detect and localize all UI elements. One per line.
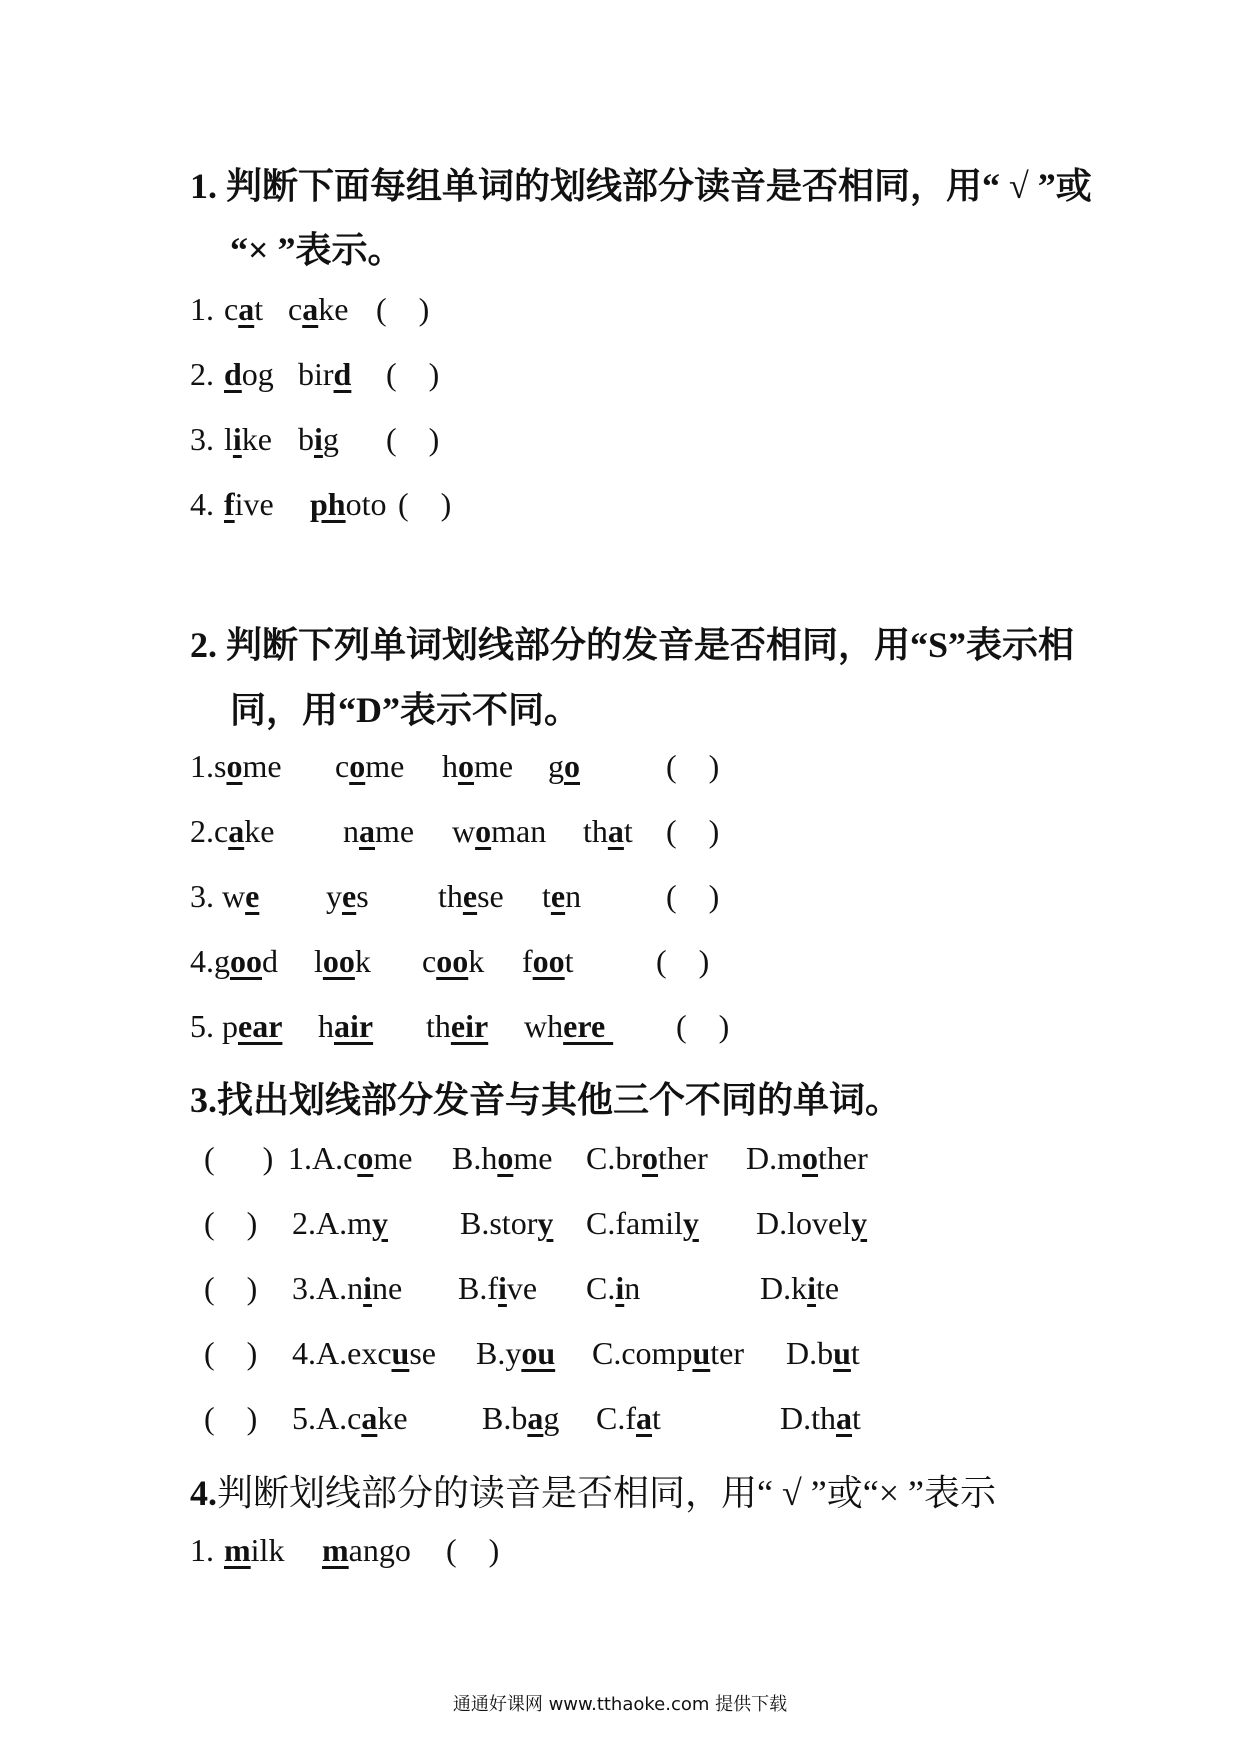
word: pear [222, 1008, 283, 1044]
answer-blank[interactable]: ( ) [386, 356, 440, 392]
option-c: C.family [586, 1205, 699, 1241]
answer-blank[interactable]: ( ) [666, 748, 720, 784]
item-number: 1. [288, 1140, 312, 1176]
word: name [343, 813, 415, 849]
item-number: 1. [190, 291, 214, 327]
word: home [442, 748, 514, 784]
item-number: 4. [190, 943, 214, 979]
word: cook [422, 943, 485, 979]
word: we [222, 878, 260, 914]
option-b: B.story [460, 1205, 554, 1241]
footer-credit: 通通好课网 www.tthaoke.com 提供下载 [452, 1694, 788, 1715]
option-d: D.kite [760, 1270, 840, 1306]
word: mango [322, 1532, 411, 1568]
word: look [314, 943, 371, 979]
answer-blank[interactable]: ( ) [398, 486, 452, 522]
option-a: A.excuse [316, 1335, 436, 1371]
word: cat [224, 291, 264, 327]
word: good [214, 943, 278, 979]
answer-blank[interactable]: ( ) [656, 943, 710, 979]
section-1-heading-cont: “× ”表示。 [230, 230, 404, 270]
word: where [524, 1008, 614, 1044]
word: hair [318, 1008, 374, 1044]
section-1-heading: 1. 判断下面每组单词的划线部分读音是否相同，用“ √ ”或 [190, 166, 1092, 206]
word: photo [310, 486, 387, 522]
section-4-heading: 4.判断划线部分的读音是否相同，用“ √ ”或“× ”表示 [190, 1473, 996, 1513]
word: ten [542, 878, 582, 914]
item-number: 2. [190, 813, 214, 849]
word: dog [224, 356, 274, 392]
item-number: 3. [190, 421, 214, 457]
item-number: 1. [190, 1532, 214, 1568]
word: these [438, 878, 504, 914]
word: like [224, 421, 272, 457]
word: go [548, 748, 580, 784]
item-number: 4. [292, 1335, 316, 1371]
word: cake [288, 291, 349, 327]
option-a: A.my [316, 1205, 388, 1241]
option-c: C.in [586, 1270, 641, 1306]
word: woman [452, 813, 547, 849]
option-c: C.fat [596, 1400, 661, 1436]
word: cake [214, 813, 275, 849]
option-c: C.brother [586, 1140, 708, 1176]
answer-blank[interactable]: ( ) [204, 1270, 258, 1306]
answer-blank[interactable]: ( ) [676, 1008, 730, 1044]
item-number: 4. [190, 486, 214, 522]
item-number: 5. [190, 1008, 222, 1044]
answer-blank[interactable]: ( ) [386, 421, 440, 457]
section-2-heading-cont: 同，用“D”表示不同。 [230, 690, 580, 730]
word: their [426, 1008, 489, 1044]
item-number: 2. [292, 1205, 316, 1241]
word: that [583, 813, 633, 849]
answer-blank[interactable]: ( ) [666, 813, 720, 849]
word: come [335, 748, 405, 784]
option-b: B.bag [482, 1400, 560, 1436]
answer-blank[interactable]: ( ) [666, 878, 720, 914]
item-number: 5. [292, 1400, 316, 1436]
answer-blank[interactable]: ( ) [204, 1335, 258, 1371]
option-d: D.lovely [756, 1205, 868, 1241]
section-2-heading: 2. 判断下列单词划线部分的发音是否相同，用“S”表示相 [190, 625, 1075, 665]
option-b: B.home [452, 1140, 553, 1176]
word: yes [326, 878, 369, 914]
option-d: D.mother [746, 1140, 868, 1176]
item-number: 3. [190, 878, 222, 914]
option-b: B.five [458, 1270, 538, 1306]
option-a: A.cake [316, 1400, 408, 1436]
answer-blank[interactable]: ( ) [376, 291, 430, 327]
item-number: 1. [190, 748, 214, 784]
option-b: B.you [476, 1335, 556, 1371]
word: bird [298, 356, 352, 392]
answer-blank[interactable]: ( ) [204, 1205, 258, 1241]
word: milk [224, 1532, 285, 1568]
word: foot [522, 943, 574, 979]
option-d: D.that [780, 1400, 861, 1436]
option-d: D.but [786, 1335, 860, 1371]
option-a: A.come [312, 1140, 413, 1176]
option-c: C.computer [592, 1335, 744, 1371]
word: some [214, 748, 282, 784]
item-number: 2. [190, 356, 214, 392]
answer-blank[interactable]: ( ) [204, 1140, 274, 1176]
section-3-heading: 3.找出划线部分发音与其他三个不同的单词。 [190, 1080, 902, 1120]
option-a: A.nine [316, 1270, 403, 1306]
answer-blank[interactable]: ( ) [204, 1400, 258, 1436]
answer-blank[interactable]: ( ) [446, 1532, 500, 1568]
word: five [224, 486, 274, 522]
item-number: 3. [292, 1270, 316, 1306]
word: big [298, 421, 339, 457]
